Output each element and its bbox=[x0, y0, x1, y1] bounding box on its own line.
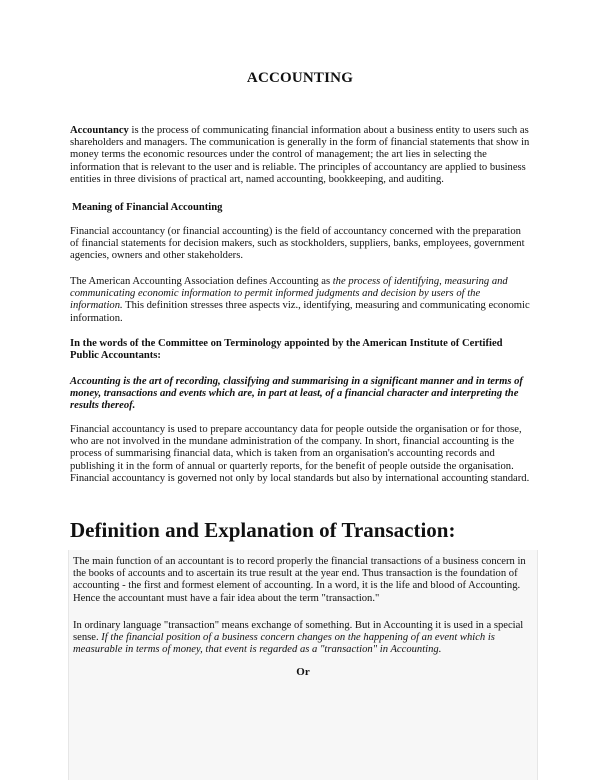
ordinary-italic-definition: If the financial position of a business concern changes on the happening of an event which is measurable in terms of money, that event is regarded as a "transaction" in Accounting. bbox=[73, 632, 495, 656]
meaning-paragraph: Financial accountancy (or financial accounting) is the field of accountancy concerned with the preparation of financial statements for decision makers, such as stockholders, suppliers, banks, employees, government agencies, owners and other stakeholders. bbox=[70, 226, 525, 262]
ordinary-language-paragraph bbox=[73, 620, 531, 657]
aaa-tail: This definition stresses three aspects viz., identifying, measuring and communicating economic information. bbox=[70, 300, 530, 324]
usage-paragraph: Financial accountancy is used to prepare accountancy data for people outside the organisation or for those, who are not involved in the mundane administration of the company. In short, financial accounting is the process of summarising financial data, which is taken from an organisation's accounting records and publishing it in the form of annual or quarterly reports, for the benefit of people outside the organisation. Financial accountancy is governed not only by local standards but also by international accounting standard. bbox=[70, 424, 530, 484]
intro-text: is the process of communicating financial information about a business entity to users such as shareholders and managers. The communication is generally in the form of financial statements that show in money terms the economic resources under the control of management; the art lies in selecting the information that is relevant to the user and is reliable. The principles of accountancy are applied to business entities in three divisions of practical art, named accounting, bookkeeping, and auditing. bbox=[70, 125, 530, 185]
aaa-lead: The American Accounting Association defines Accounting as bbox=[70, 276, 333, 287]
committee-heading: In the words of the Committee on Terminology appointed by the American Institute of Certified Public Accountants: bbox=[70, 338, 503, 362]
transaction-panel bbox=[68, 550, 538, 780]
intro-paragraph bbox=[70, 125, 532, 186]
document-title: ACCOUNTING bbox=[246, 70, 354, 86]
transaction-heading: Definition and Explanation of Transaction: bbox=[70, 518, 456, 542]
intro-term: Accountancy bbox=[70, 125, 129, 136]
transaction-paragraph: The main function of an accountant is to record properly the financial transactions of a business concern in the books of accounts and to ascertain its true result at the year end. Thus transaction is the foundation of accounting - the first and formest element of accounting. In a word, it is the life and blood of Accounting. Hence the accountant must have a fair idea about the term "transaction." bbox=[73, 556, 526, 604]
aaa-italic-definition: the process of identifying, measuring and communicating economic information to permit informed judgments and decision by users of the information. bbox=[70, 276, 508, 312]
aaa-definition-paragraph bbox=[70, 276, 532, 325]
or-separator: Or bbox=[296, 666, 310, 678]
meaning-heading: Meaning of Financial Accounting bbox=[72, 202, 223, 213]
committee-quote: Accounting is the art of recording, classifying and summarising in a significant manner and in terms of money, transactions and events which are, in part at least, of a financial character and interpreting the results thereof. bbox=[70, 376, 523, 412]
ordinary-lead: In ordinary language "transaction" means exchange of something. But in Accounting it is used in a special sense. bbox=[73, 620, 524, 644]
